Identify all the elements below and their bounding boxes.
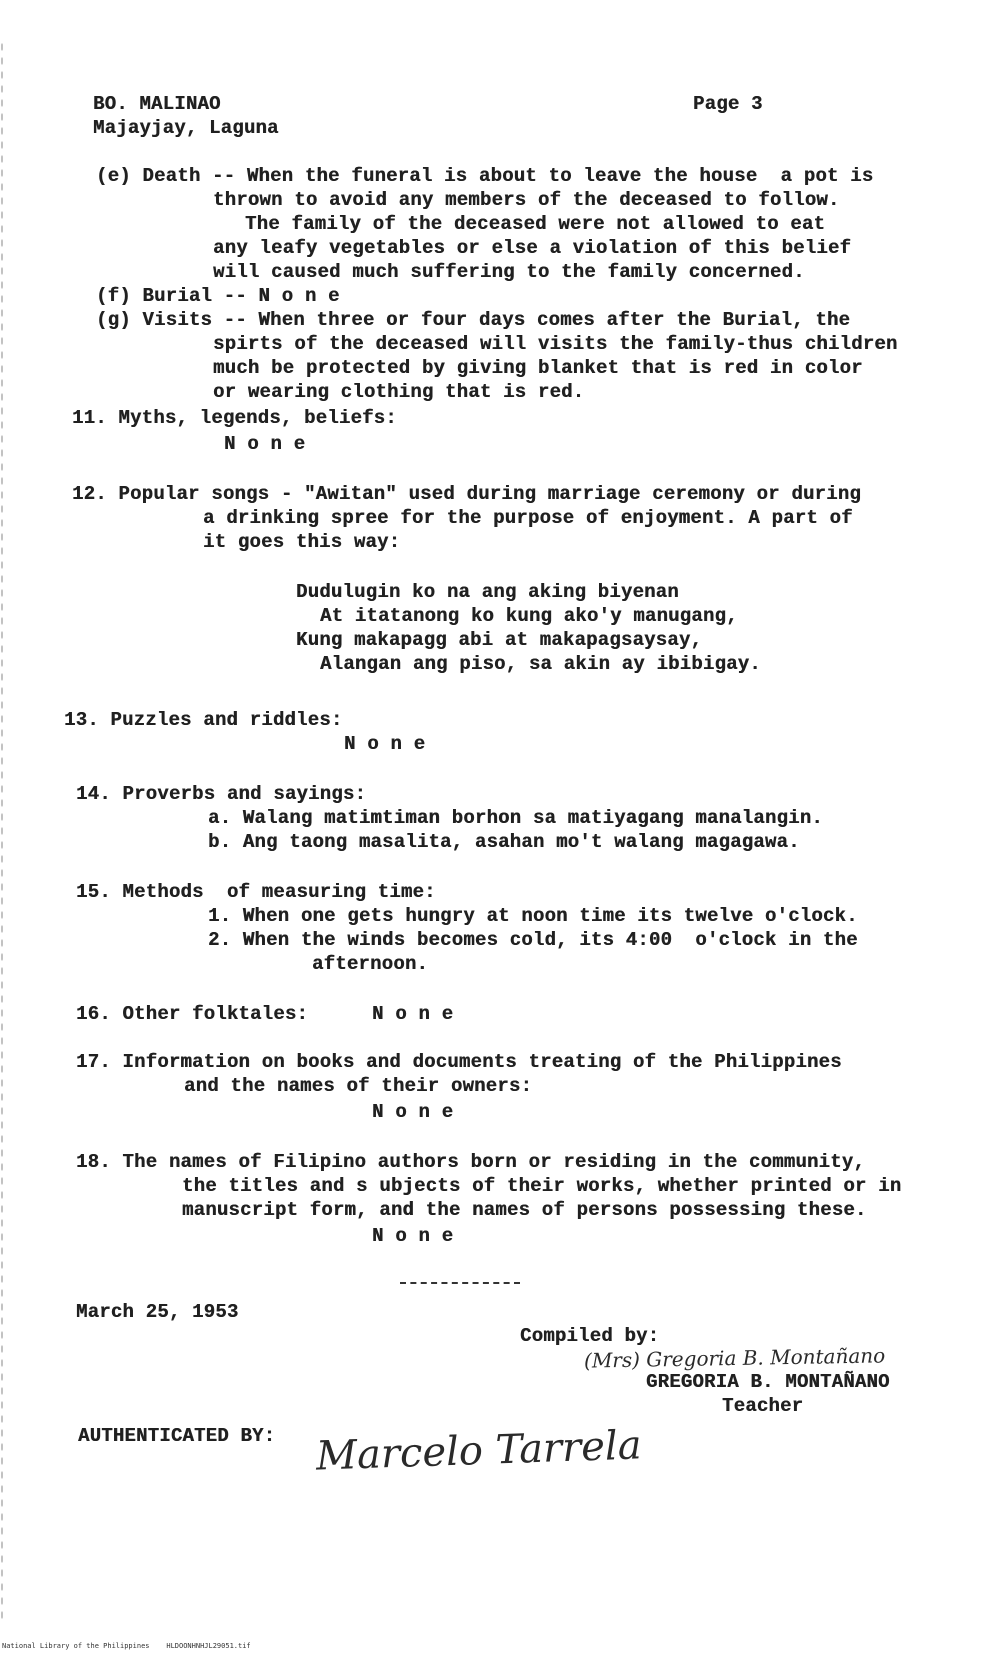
song-line-2: At itatanong ko kung ako'y manugang, — [320, 605, 738, 627]
item-18-line1: 18. The names of Filipino authors born or residing in the community, — [76, 1151, 865, 1173]
item-18-answer: N o n e — [372, 1225, 454, 1247]
item-11-title: 11. Myths, legends, beliefs: — [72, 407, 397, 429]
authenticator-signature: Marcelo Tarrela — [315, 1422, 643, 1480]
item-e-line2: thrown to avoid any members of the deceased to follow. — [213, 189, 840, 211]
compiler-title: Teacher — [722, 1395, 804, 1417]
date: March 25, 1953 — [76, 1301, 239, 1323]
song-line-1: Dudulugin ko na ang aking biyenan — [296, 581, 679, 603]
item-14-title: 14. Proverbs and sayings: — [76, 783, 367, 805]
item-e-line3: The family of the deceased were not allowed to eat — [245, 213, 826, 235]
compiled-by-label: Compiled by: — [520, 1325, 660, 1347]
authenticated-by-label: AUTHENTICATED BY: — [78, 1425, 276, 1447]
item-17-line1: 17. Information on books and documents treating of the Philippines — [76, 1051, 842, 1073]
item-18-line3: manuscript form, and the names of persons possessing these. — [182, 1199, 867, 1221]
item-15-two-cont: afternoon. — [312, 953, 429, 975]
item-g-line1: (g) Visits -- When three or four days comes after the Burial, the — [96, 309, 851, 331]
item-15-title: 15. Methods of measuring time: — [76, 881, 436, 903]
item-14-b: b. Ang taong masalita, asahan mo't walang magagawa. — [208, 831, 800, 853]
item-e-line5: will caused much suffering to the family concerned. — [213, 261, 805, 283]
header-town: Majayjay, Laguna — [93, 117, 279, 139]
song-line-3: Kung makapagg abi at makapagsaysay, — [296, 629, 703, 651]
item-18-line2: the titles and s ubjects of their works, whether printed or in — [182, 1175, 902, 1197]
item-f: (f) Burial -- N o n e — [96, 285, 340, 307]
divider-rule — [400, 1282, 520, 1284]
footer-source: National Library of the Philippines HLDOONHNHJL29051.tif — [2, 1642, 251, 1650]
item-g-line3: much be protected by giving blanket that is red in color — [213, 357, 863, 379]
item-e-line4: any leafy vegetables or else a violation of this belief — [213, 237, 852, 259]
item-13-answer: N o n e — [344, 733, 426, 755]
item-16-answer: N o n e — [372, 1003, 454, 1025]
item-12-line1: 12. Popular songs - "Awitan" used during marriage ceremony or during — [72, 483, 861, 505]
item-g-line4: or wearing clothing that is red. — [213, 381, 585, 403]
item-16-title: 16. Other folktales: — [76, 1003, 309, 1025]
item-17-line2: and the names of their owners: — [184, 1075, 533, 1097]
item-e-line1: (e) Death -- When the funeral is about to leave the house a pot is — [96, 165, 874, 187]
item-12-line3: it goes this way: — [203, 531, 401, 553]
song-line-4: Alangan ang piso, sa akin ay ibibigay. — [320, 653, 761, 675]
page-number: Page 3 — [693, 93, 763, 115]
item-g-line2: spirts of the deceased will visits the family-thus children — [213, 333, 898, 355]
scan-margin-artifact — [0, 40, 4, 1620]
item-15-two: 2. When the winds becomes cold, its 4:00 o'clock in the — [208, 929, 858, 951]
compiler-signature: (Mrs) Gregoria B. Montañano — [583, 1343, 886, 1373]
compiler-name: GREGORIA B. MONTAÑANO — [646, 1371, 890, 1393]
item-12-line2: a drinking spree for the purpose of enjoyment. A part of — [203, 507, 853, 529]
item-17-answer: N o n e — [372, 1101, 454, 1123]
item-15-one: 1. When one gets hungry at noon time its twelve o'clock. — [208, 905, 858, 927]
item-13-title: 13. Puzzles and riddles: — [64, 709, 343, 731]
item-11-answer: N o n e — [224, 433, 306, 455]
header-place: BO. MALINAO — [93, 93, 221, 115]
item-14-a: a. Walang matimtiman borhon sa matiyagang manalangin. — [208, 807, 823, 829]
